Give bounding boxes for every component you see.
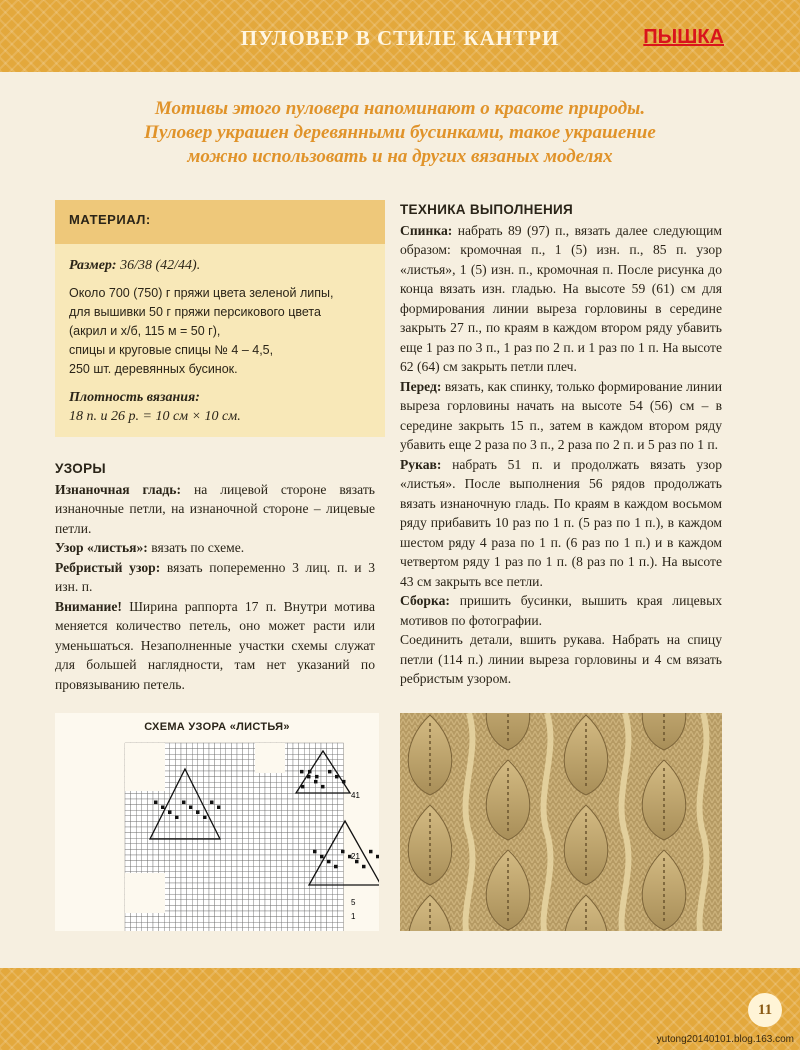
intro-text [70,97,730,169]
material-box [55,200,385,437]
material-line: (акрил и х/б, 115 м = 50 г), [69,324,221,338]
technique-item: Сборка: пришить бусинки, вышить края лицевых мотивов по фотографии. [400,593,722,628]
size-line [69,256,371,275]
material-line: для вышивки 50 г пряжи персикового цвета [69,305,321,319]
intro-line: Пуловер украшен деревянными бусинками, такое украшение [144,122,656,143]
page-title: ПУЛОВЕР В СТИЛЕ КАНТРИ [240,26,560,50]
gauge-label-line [69,388,371,407]
technique-item: Перед: вязать, как спинку, только формирование линии выреза горловины начать на высоте 54 (56) см – в середине закрыть 15 п., затем в каждом втором ряду убавить еще 2 раза по 3 п., 2 раза по 2 п. и 5 раз по 1 п. [400,378,722,452]
material-line: Около 700 (750) г пряжи цвета зеленой липы, [69,286,334,300]
page-number: 11 [748,993,782,1027]
technique-section [400,200,722,689]
technique-item: Рукав: набрать 51 п. и продолжать вязать узор «листья». После выполнения 56 рядов продолжать вязать изнаночную гладь. По краям в каждом восьмом ряду прибавить 10 раз по 1 п. (5 раз по 1 п.), в каждом шестом ряду 4 раза по 1 п. (6 раз по 1 п.) и в каждом четвертом ряду 1 раз по 1 п. (8 раз по 1 п.). На высоте 43 см закрыть все петли. [400,456,722,589]
gauge-label: Плотность вязания: [69,390,200,405]
knitting-chart [55,713,379,931]
technique-item: Соединить детали, вшить рукава. Набрать на спицу петли (114 п.) линии выреза горловины и 4 см вязать ребристым узором. [400,632,722,686]
patterns-section [55,459,375,694]
chart-grid [55,713,379,931]
row-label: 1 [351,912,356,921]
row-label: 21 [351,852,360,861]
row-label: 41 [351,791,360,800]
intro-line: можно использовать и на других вязаных моделях [187,146,613,167]
patterns-heading: УЗОРЫ [55,461,106,476]
technique-heading: ТЕХНИКА ВЫПОЛНЕНИЯ [400,202,574,217]
knitted-sample-photo [400,713,722,931]
size-label: Размер: [69,258,117,273]
technique-item: Спинка: набрать 89 (97) п., вязать далее следующим образом: кромочная п., 1 (5) изн. п., 85 п. узор «листья», 1 (5) изн. п., кромочная п. После рисунка до конца вязать изн. гладью. На высоте 59 (61) см для формирования линии выреза горловины в середине закрыть 27 п., по краям в каждом втором ряду убавить еще 1 раз по 3 п., 1 раз по 2 п. и 1 раз по 1 п. На высоте 62 (64) см закрыть петли плеч. [400,222,722,374]
gauge-value: 18 п. и 26 р. = 10 см × 10 см. [69,409,241,424]
pattern-item: Изнаночная гладь: на лицевой стороне вязать изнаночные петли, на изнаночной стороне – лицевые петли. [55,481,375,536]
pattern-item: Узор «листья»: вязать по схеме. [55,540,245,555]
chart-title: СХЕМА УЗОРА «ЛИСТЬЯ» [144,721,290,733]
row-label: 5 [351,898,356,907]
watermark: yutong20140101.blog.163.com [656,1034,794,1045]
material-line: 250 шт. деревянных бусинок. [69,362,238,376]
material-line: спицы и круговые спицы № 4 – 4,5, [69,343,274,357]
badge-link[interactable]: ПЫШКА [643,26,724,48]
size-value: 36/38 (42/44). [120,258,201,273]
material-heading: МАТЕРИАЛ: [55,200,385,244]
pattern-item: Ребристый узор: вязать попеременно 3 лиц. п. и 3 изн. п. [55,559,376,594]
intro-line: Мотивы этого пуловера напоминают о красоте природы. [154,98,646,119]
pattern-item: Внимание! Ширина раппорта 17 п. Внутри мотива меняется количество петель, оно может расти или уменьшаться. Незаполненные участки схемы служат для большей наглядности, там нет указаний по провязыванию петель. [55,598,375,692]
